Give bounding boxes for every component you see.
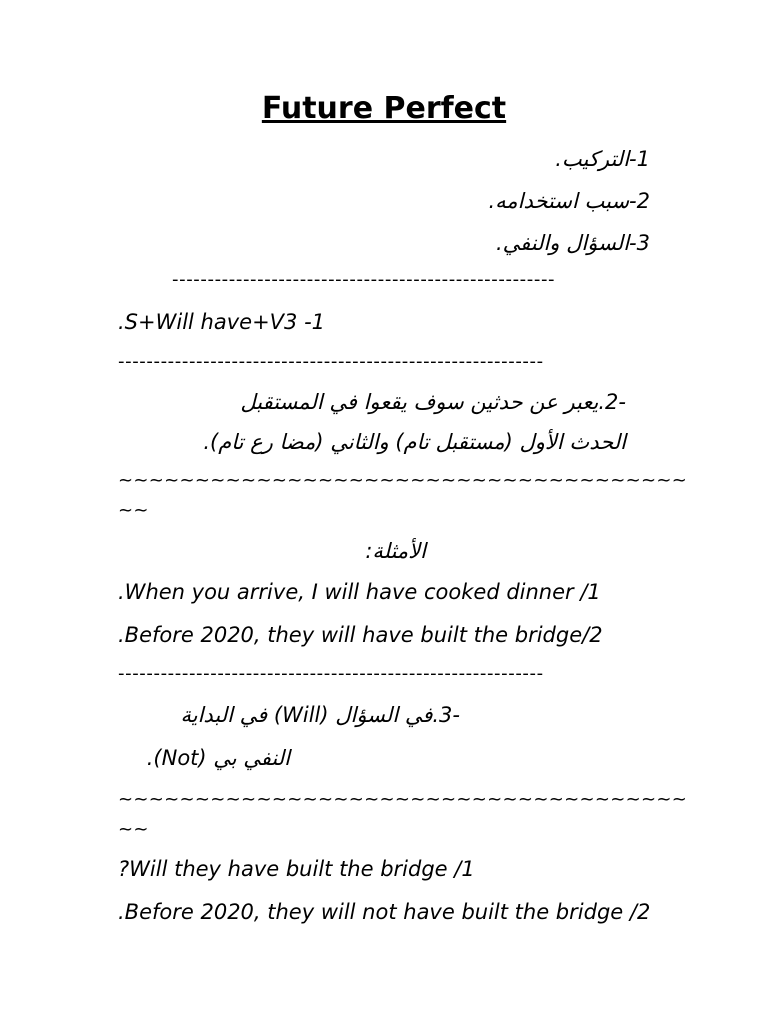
question-example-1: ?Will they have built the bridge /1 — [118, 857, 475, 881]
outline-item-question-negation: 3-السؤال والنفي. — [495, 231, 650, 255]
separator-tildes-wrap: ~~ — [118, 819, 149, 840]
question-rule-text: -3.في السؤال (Will) في البداية — [180, 703, 460, 727]
outline-item-structure: 1-التركيب. — [555, 147, 650, 171]
structure-formula: .S+Will have+V3 -1 — [118, 310, 326, 334]
question-example-2: .Before 2020, they will not have built the bridge /2 — [118, 900, 651, 924]
separator-dashes: ------------------------------------------------------------ — [118, 351, 544, 372]
separator-dashes: ------------------------------------------------------------ — [118, 663, 544, 684]
negation-rule: النفي بي (Not). — [146, 746, 290, 770]
separator-tildes: ~~~~~~~~~~~~~~~~~~~~~~~~~~~~~~~~~~~~~ — [118, 470, 688, 491]
example-1: .When you arrive, I will have cooked dinner /1 — [118, 580, 601, 604]
usage-line-1: -2.يعبر عن حدثين سوف يقعوا في المستقبل — [240, 390, 626, 414]
example-2: .Before 2020, they will have built the bridge/2 — [118, 623, 603, 647]
separator-tildes: ~~~~~~~~~~~~~~~~~~~~~~~~~~~~~~~~~~~~~ — [118, 789, 688, 810]
question-rule — [180, 701, 460, 729]
outline-item-usage: 2-سبب استخدامه. — [488, 189, 650, 213]
separator-dashes: ------------------------------------------------------ — [172, 269, 556, 290]
usage-line-2: الحدث الأول (مستقبل تام) والثاني (مضا رع تام). — [203, 430, 626, 454]
separator-tildes-wrap: ~~ — [118, 500, 149, 521]
page-title: Future Perfect — [261, 91, 507, 126]
examples-heading: الأمثلة: — [365, 539, 426, 563]
